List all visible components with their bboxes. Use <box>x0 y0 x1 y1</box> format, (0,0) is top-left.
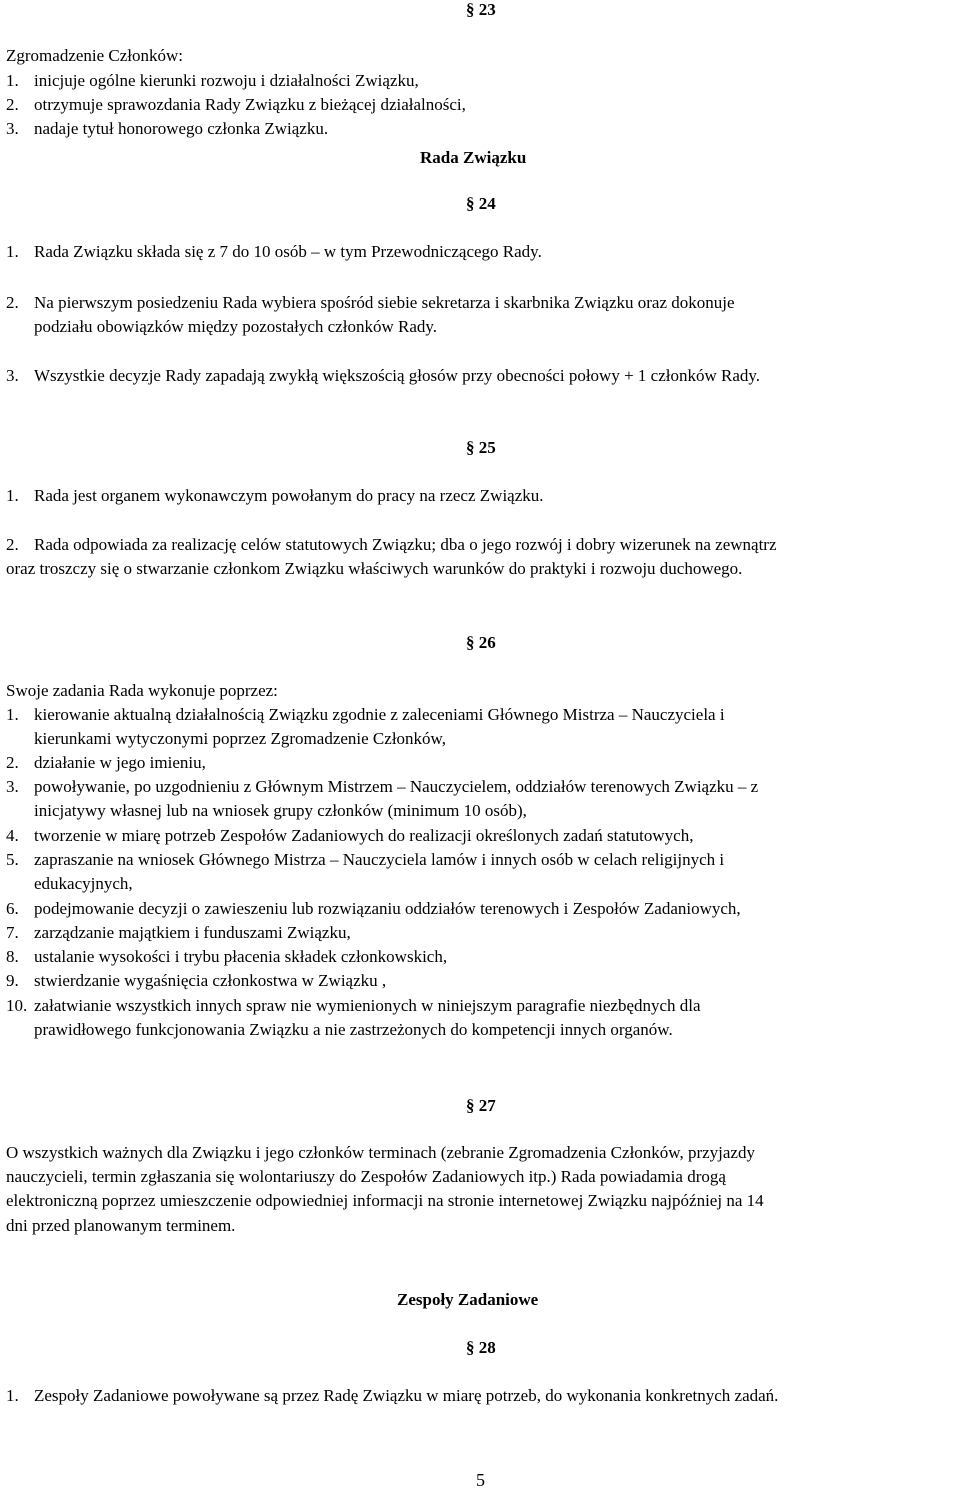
s26-item-text: załatwianie wszystkich innych spraw nie wymienionych w niniejszym paragrafie niezbędnych dla <box>34 996 701 1015</box>
s25-p2-line1: Rada odpowiada za realizację celów statutowych Związku; dba o jego rozwój i dobry wizerunek na zewnątrz <box>34 535 777 554</box>
s26-item-text: inicjatywy własnej lub na wniosek grupy członków (minimum 10 osób), <box>34 801 527 820</box>
s26-item-number: 2. <box>6 753 19 772</box>
s26-item-text: kierowanie aktualną działalnością Związku zgodnie z zaleceniami Głównego Mistrza – Nauczyciela i <box>34 705 725 724</box>
s26-item-text: podejmowanie decyzji o zawieszeniu lub rozwiązaniu oddziałów terenowych i Zespołów Zadaniowych, <box>34 899 741 918</box>
section-24-heading: § 24 <box>466 194 496 213</box>
s26-item-number: 9. <box>6 971 19 990</box>
s26-item-text: powoływanie, po uzgodnieniu z Głównym Mistrzem – Nauczycielem, oddziałów terenowych Związku – z <box>34 777 759 796</box>
s24-p3-number: 3. <box>6 366 19 385</box>
s23-item-number: 2. <box>6 95 19 114</box>
s26-item-text: działanie w jego imieniu, <box>34 753 206 772</box>
section-26-heading: § 26 <box>466 633 496 652</box>
s23-item-text: otrzymuje sprawozdania Rady Związku z bieżącej działalności, <box>34 95 466 114</box>
s24-p1: Rada Związku składa się z 7 do 10 osób – w tym Przewodniczącego Rady. <box>34 242 542 261</box>
s26-item-text: ustalanie wysokości i trybu płacenia składek członkowskich, <box>34 947 448 966</box>
s28-p1: Zespoły Zadaniowe powoływane są przez Radę Związku w miarę potrzeb, do wykonania konkretnych zadań. <box>34 1386 779 1405</box>
s27-line: elektroniczną poprzez umieszczenie odpowiedniej informacji na stronie internetowej Związku najpóźniej na 14 <box>6 1191 764 1210</box>
s25-p2-number: 2. <box>6 535 19 554</box>
s27-line: dni przed planowanym terminem. <box>6 1216 236 1235</box>
s28-p1-number: 1. <box>6 1386 19 1405</box>
s24-p2-number: 2. <box>6 293 19 312</box>
s26-item-number: 7. <box>6 923 19 942</box>
s26-item-number: 8. <box>6 947 19 966</box>
s27-line: O wszystkich ważnych dla Związku i jego członków terminach (zebranie Zgromadzenia Członków, przyjazdy <box>6 1143 755 1162</box>
s26-item-number: 4. <box>6 826 19 845</box>
s25-p1: Rada jest organem wykonawczym powołanym do pracy na rzecz Związku. <box>34 486 544 505</box>
s24-p2-line1: Na pierwszym posiedzeniu Rada wybiera spośród siebie sekretarza i skarbnika Związku oraz dokonuje <box>34 293 735 312</box>
s26-item-number: 5. <box>6 850 19 869</box>
s23-intro: Zgromadzenie Członków: <box>6 46 184 65</box>
s23-item-number: 1. <box>6 71 19 90</box>
s23-item-text: nadaje tytuł honorowego członka Związku. <box>34 119 329 138</box>
page-number: 5 <box>476 1470 485 1490</box>
s26-item-number: 10. <box>6 996 28 1015</box>
s25-p2-line2: oraz troszczy się o stwarzanie członkom Związku właściwych warunków do praktyki i rozwoju duchowego. <box>6 559 743 578</box>
s26-item-text: prawidłowego funkcjonowania Związku a nie zastrzeżonych do kompetencji innych organów. <box>34 1020 673 1039</box>
s25-p1-number: 1. <box>6 486 19 505</box>
s26-item-text: stwierdzanie wygaśnięcia członkostwa w Związku , <box>34 971 387 990</box>
s26-item-text: kierunkami wytyczonymi poprzez Zgromadzenie Członków, <box>34 729 446 748</box>
s26-item-text: edukacyjnych, <box>34 874 133 893</box>
s24-p3: Wszystkie decyzje Rady zapadają zwykłą większością głosów przy obecności połowy + 1 członków Rady. <box>34 366 761 385</box>
s26-intro: Swoje zadania Rada wykonuje poprzez: <box>6 681 278 700</box>
s24-p1-number: 1. <box>6 242 19 261</box>
section-28-heading: § 28 <box>466 1338 496 1357</box>
chapter-heading-rada: Rada Związku <box>420 148 527 167</box>
s23-item-number: 3. <box>6 119 19 138</box>
s26-item-text: zapraszanie na wniosek Głównego Mistrza – Nauczyciela lamów i innych osób w celach religijnych i <box>34 850 725 869</box>
s26-item-text: tworzenie w miarę potrzeb Zespołów Zadaniowych do realizacji określonych zadań statutowych, <box>34 826 694 845</box>
section-23-heading: § 23 <box>466 0 496 19</box>
s26-item-number: 3. <box>6 777 19 796</box>
s26-item-text: zarządzanie majątkiem i funduszami Związku, <box>34 923 351 942</box>
s23-item-text: inicjuje ogólne kierunki rozwoju i działalności Związku, <box>34 71 419 90</box>
chapter-heading-zespoly: Zespoły Zadaniowe <box>397 1290 539 1309</box>
section-25-heading: § 25 <box>466 438 496 457</box>
s26-item-number: 6. <box>6 899 19 918</box>
s27-line: nauczycieli, termin zgłaszania się wolontariuszy do Zespołów Zadaniowych itp.) Rada powiadamia drogą <box>6 1167 726 1186</box>
s24-p2-line2: podziału obowiązków między pozostałych członków Rady. <box>34 317 438 336</box>
section-27-heading: § 27 <box>466 1096 496 1115</box>
s26-item-number: 1. <box>6 705 19 724</box>
